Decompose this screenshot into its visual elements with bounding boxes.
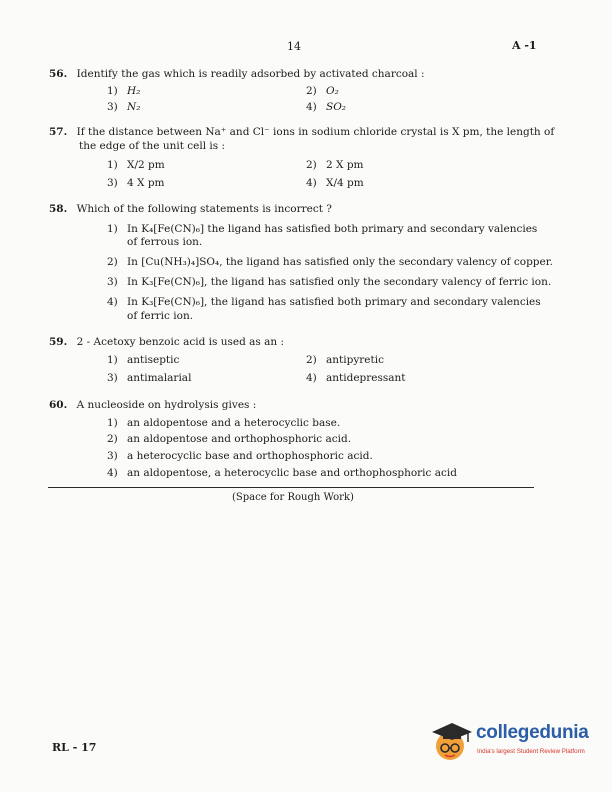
option-text: X/4 pm xyxy=(326,177,364,189)
option-text: In [Cu(NH₃)₄]SO₄, the ligand has satisfied only the secondary valency of copper. xyxy=(127,256,553,268)
option-text: antimalarial xyxy=(127,372,192,384)
question-number: 56. xyxy=(49,68,68,80)
question-text: 2 - Acetoxy benzoic acid is used as an : xyxy=(76,336,285,348)
option-text: an aldopentose and orthophosphoric acid. xyxy=(127,433,352,445)
option xyxy=(306,85,339,97)
option-number: 4) xyxy=(306,372,317,384)
option xyxy=(107,467,457,479)
option xyxy=(107,85,140,97)
option-number: 1) xyxy=(107,354,118,366)
booklet-code: A -1 xyxy=(512,39,537,52)
option xyxy=(107,417,340,429)
option-number: 2) xyxy=(306,85,317,97)
option-text: 4 X pm xyxy=(127,177,165,189)
question-number: 59. xyxy=(49,336,68,348)
option xyxy=(107,256,553,268)
option xyxy=(107,177,165,189)
option-number: 1) xyxy=(107,417,118,429)
question-text: If the distance between Na⁺ and Cl⁻ ions in sodium chloride crystal is X pm, the length of xyxy=(76,126,555,138)
option-text: antiseptic xyxy=(127,354,180,366)
watermark-tagline: India's largest Student Review Platform xyxy=(477,748,585,755)
watermark-logo xyxy=(430,718,600,768)
option-text: antipyretic xyxy=(326,354,384,366)
option xyxy=(107,296,541,308)
question-60 xyxy=(49,399,256,412)
watermark-brand: collegedunia xyxy=(476,722,589,743)
option xyxy=(107,450,373,462)
option-number: 2) xyxy=(306,159,317,171)
option-number: 3) xyxy=(107,101,118,113)
option-number: 2) xyxy=(107,433,118,445)
option-number: 2) xyxy=(306,354,317,366)
option-number: 3) xyxy=(107,372,118,384)
option-text: antidepressant xyxy=(326,372,406,384)
question-number: 58. xyxy=(49,203,68,215)
option-number: 4) xyxy=(306,101,317,113)
question-57 xyxy=(49,126,554,139)
question-text: Identify the gas which is readily adsorbed by activated charcoal : xyxy=(76,68,425,80)
option-number: 1) xyxy=(107,85,118,97)
question-56 xyxy=(49,68,425,81)
option-text: H₂ xyxy=(127,85,141,97)
option-text: In K₃[Fe(CN)₆], the ligand has satisfied only the secondary valency of ferric ion. xyxy=(127,276,552,288)
page-number: 14 xyxy=(287,40,301,53)
option-number: 2) xyxy=(107,256,118,268)
option-text: O₂ xyxy=(326,85,339,97)
option-number: 3) xyxy=(107,450,118,462)
option xyxy=(306,159,364,171)
option xyxy=(107,276,551,288)
option-number: 4) xyxy=(306,177,317,189)
option-text-continued: of ferrous ion. xyxy=(127,236,203,248)
option xyxy=(107,222,537,236)
option-text: 2 X pm xyxy=(326,159,364,171)
option xyxy=(107,372,191,384)
question-number: 57. xyxy=(49,126,68,138)
option xyxy=(107,159,165,171)
question-text-continued: the edge of the unit cell is : xyxy=(79,140,226,152)
option xyxy=(306,177,364,189)
rough-work-label: (Space for Rough Work) xyxy=(232,492,354,503)
graduate-cap-icon xyxy=(430,720,474,764)
option-text-continued: of ferric ion. xyxy=(127,310,194,322)
option xyxy=(306,101,346,113)
option xyxy=(306,372,406,384)
footer-code: RL - 17 xyxy=(52,741,97,754)
option-number: 4) xyxy=(107,467,118,479)
option-text: N₂ xyxy=(127,101,141,113)
option-text: In K₃[Fe(CN)₆], the ligand has satisfied both primary and secondary valencies xyxy=(127,296,541,308)
option-number: 3) xyxy=(107,177,118,189)
option-number: 1) xyxy=(107,223,118,235)
question-number: 60. xyxy=(49,399,68,411)
question-58 xyxy=(49,203,332,216)
option-text: In K₄[Fe(CN)₆] the ligand has satisfied both primary and secondary valencies xyxy=(127,223,538,235)
option-text: an aldopentose, a heterocyclic base and orthophosphoric acid xyxy=(127,467,457,479)
option-text: SO₂ xyxy=(326,101,347,113)
question-text: A nucleoside on hydrolysis gives : xyxy=(76,399,257,411)
question-59 xyxy=(49,336,284,349)
divider xyxy=(48,487,534,488)
option-number: 4) xyxy=(107,296,118,308)
question-text: Which of the following statements is incorrect ? xyxy=(76,203,332,215)
option-text: a heterocyclic base and orthophosphoric acid. xyxy=(127,450,373,462)
option-number: 3) xyxy=(107,276,118,288)
option-number: 1) xyxy=(107,159,118,171)
option-text: X/2 pm xyxy=(127,159,165,171)
option xyxy=(306,354,384,366)
option-text: an aldopentose and a heterocyclic base. xyxy=(127,417,341,429)
option xyxy=(107,101,140,113)
option xyxy=(107,433,351,445)
option xyxy=(107,354,179,366)
